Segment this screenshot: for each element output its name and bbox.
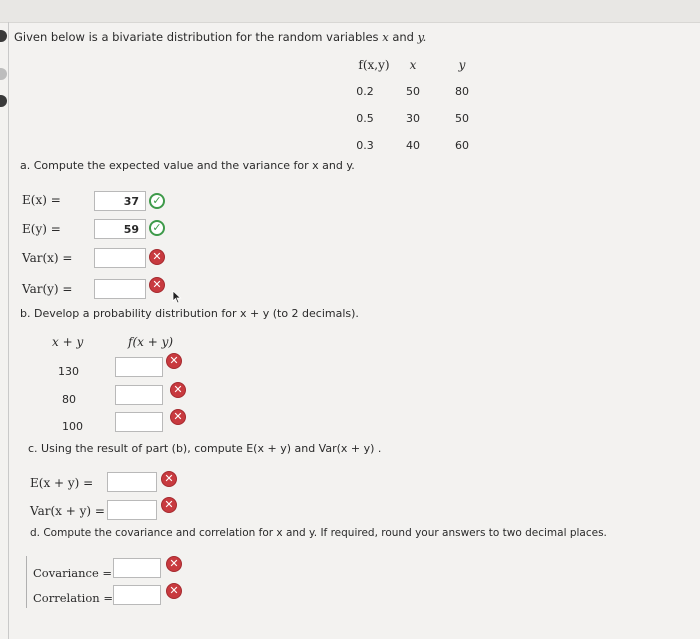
answer-input-exy[interactable] (107, 472, 157, 492)
table-cell: 0.3 (356, 139, 374, 152)
label-covariance: Covariance = (33, 566, 113, 580)
xy-value: 80 (62, 393, 76, 406)
table-cell: 60 (455, 139, 469, 152)
part-c-prompt: c. Using the result of part (b), compute E(x + y) and Var(x + y) . (28, 442, 382, 455)
side-tab (0, 68, 7, 80)
table-header: y (458, 58, 466, 72)
x-circle-icon: ✕ (166, 583, 182, 599)
label-vary: Var(y) = (22, 282, 73, 296)
answer-input-ey[interactable]: 59 (94, 219, 146, 239)
answer-input-covariance[interactable] (113, 558, 161, 578)
x-circle-icon: ✕ (161, 471, 177, 487)
indent-divider (26, 556, 27, 608)
xy-value: 130 (58, 365, 79, 378)
x-circle-icon: ✕ (170, 382, 186, 398)
table-cell: 0.5 (356, 112, 374, 125)
table-header: f(x,y) (358, 58, 390, 72)
probability-input[interactable] (115, 385, 163, 405)
table-cell: 50 (406, 85, 420, 98)
probability-input[interactable] (115, 357, 163, 377)
label-ey: E(y) = (22, 222, 61, 236)
part-d-prompt: d. Compute the covariance and correlation for x and y. If required, round your answers to two decimal places. (30, 527, 607, 539)
answer-input-vary[interactable] (94, 279, 146, 299)
label-varx: Var(x) = (22, 251, 73, 265)
check-circle-icon: ✓ (149, 220, 165, 236)
table-cell: 0.2 (356, 85, 374, 98)
answer-input-correlation[interactable] (113, 585, 161, 605)
label-exy: E(x + y) = (30, 476, 94, 490)
x-circle-icon: ✕ (166, 556, 182, 572)
table-cell: 80 (455, 85, 469, 98)
x-circle-icon: ✕ (149, 277, 165, 293)
check-circle-icon: ✓ (149, 193, 165, 209)
part-b-prompt: b. Develop a probability distribution for x + y (to 2 decimals). (20, 307, 359, 320)
table-cell: 30 (406, 112, 420, 125)
answer-input-ex[interactable]: 37 (94, 191, 146, 211)
label-varxy: Var(x + y) = (30, 504, 105, 518)
table-header: x (409, 58, 417, 72)
left-border (8, 22, 9, 639)
xy-value: 100 (62, 420, 83, 433)
x-circle-icon: ✕ (170, 409, 186, 425)
answer-input-varx[interactable] (94, 248, 146, 268)
x-circle-icon: ✕ (166, 353, 182, 369)
side-tab (0, 95, 7, 107)
column-header-fxy: f(x + y) (128, 335, 174, 349)
intro-text: Given below is a bivariate distribution for the random variables x and y. (14, 30, 427, 44)
side-tab (0, 30, 7, 42)
table-cell: 40 (406, 139, 420, 152)
top-bar (0, 0, 700, 23)
label-ex: E(x) = (22, 193, 61, 207)
column-header-xy: x + y (52, 335, 84, 349)
answer-input-varxy[interactable] (107, 500, 157, 520)
table-cell: 50 (455, 112, 469, 125)
label-correlation: Correlation = (33, 591, 113, 605)
part-a-prompt: a. Compute the expected value and the variance for x and y. (20, 159, 355, 172)
mouse-cursor-icon (172, 290, 182, 307)
probability-input[interactable] (115, 412, 163, 432)
x-circle-icon: ✕ (161, 497, 177, 513)
x-circle-icon: ✕ (149, 249, 165, 265)
